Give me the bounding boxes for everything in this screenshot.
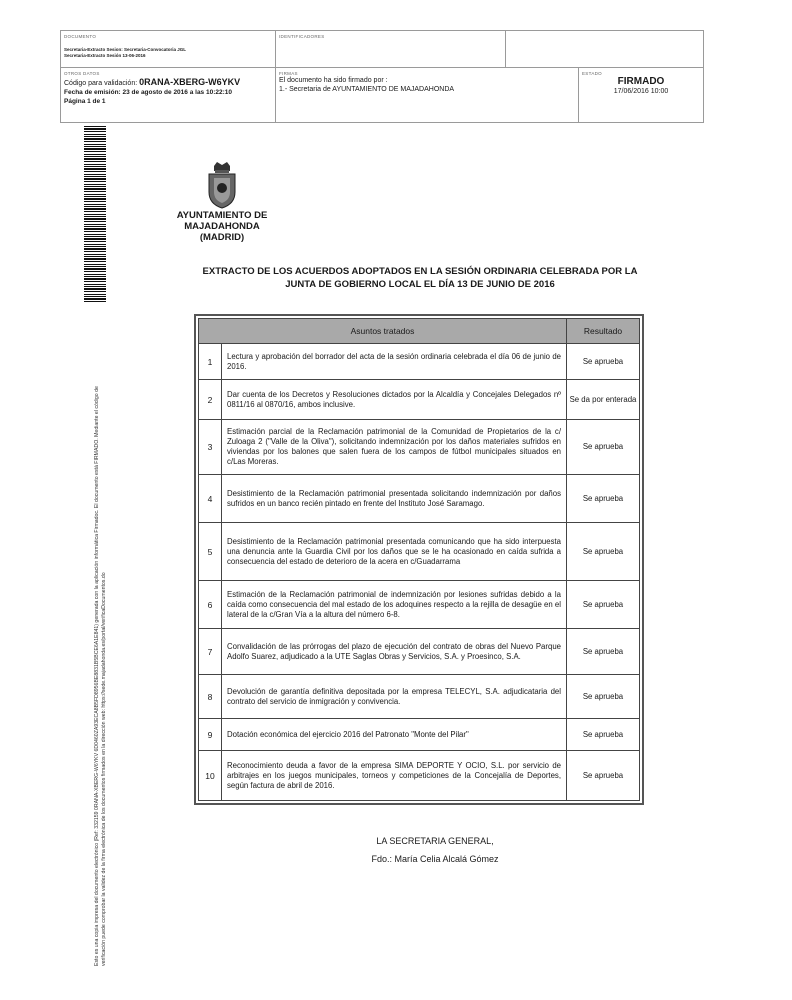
document-title [190,265,650,291]
title-line-1: EXTRACTO DE LOS ACUERDOS ADOPTADOS EN LA SESIÓN ORDINARIA CELEBRADA POR LA [202,266,638,277]
org-line-1: AYUNTAMIENTO DE [176,210,268,221]
row-text: Desistimiento de la Reclamación patrimonial presentada solicitando indemnización por daños sufridos en un banco recién pintado en frente del Instituto José Saramago. [222,475,567,523]
header-right-cell [505,30,704,68]
row-result: Se aprueba [567,719,640,751]
table-row [199,719,640,751]
firmante: 1.- Secretaria de AYUNTAMIENTO DE MAJADAHONDA [279,86,455,93]
codigo-value: 0RANA-XBERG-W6YKV [139,77,241,87]
organization-name [176,210,268,243]
firmado-por: El documento ha sido firmado por : [279,77,388,84]
row-number: 5 [199,523,222,581]
row-number: 6 [199,581,222,629]
row-text: Dotación económica del ejercicio 2016 del Patronato "Monte del Pilar" [222,719,567,751]
header-firmas-cell [275,67,579,123]
table-row [199,475,640,523]
table-row [199,629,640,675]
otros-datos-label: OTROS DATOS [64,71,100,76]
row-number: 1 [199,344,222,380]
documento-line-2: Secretaria-Extracto Sesión 13-06-2016 [64,53,146,58]
row-number: 3 [199,420,222,475]
row-result: Se aprueba [567,523,640,581]
table-row [199,751,640,801]
verification-sidebar [94,276,116,966]
row-number: 2 [199,380,222,420]
firmas-label: FIRMAS [279,71,298,76]
row-text: Desistimiento de la Reclamación patrimonial presentada comunicando que ha sido interpuesta una denuncia ante la Guardia Civil por los daños que se le ha ocasionado en caída sufrida a consecuencia del estado de deterioro de la acera en c/Guadarrama [222,523,567,581]
table-row [199,344,640,380]
table-row [199,380,640,420]
table-row [199,523,640,581]
row-text: Reconocimiento deuda a favor de la empresa SIMA DEPORTE Y OCIO, S.L. por servicio de arbitrajes en los juegos municipales, torneos y competiciones de la Concejalía de Deportes, según factura de abril de 2016. [222,751,567,801]
row-result: Se aprueba [567,675,640,719]
table-header-row [199,319,640,344]
row-text: Convalidación de las prórrogas del plazo de ejecución del contrato de obras del Nuevo Parque Adolfo Suarez, adjudicado a la UTE Saglas Obras y Servicios, S.A. y Proesinco, S.A. [222,629,567,675]
row-number: 10 [199,751,222,801]
row-number: 7 [199,629,222,675]
row-number: 4 [199,475,222,523]
row-text: Devolución de garantía definitiva depositada por la empresa TELECYL, S.A. adjudicataria del contrato del servicio de inmigración y convivencia. [222,675,567,719]
table-row [199,420,640,475]
signature-role: LA SECRETARIA GENERAL, [376,836,494,846]
agenda-table [198,318,640,801]
row-result: Se aprueba [567,420,640,475]
row-result: Se da por enterada [567,380,640,420]
estado-label: ESTADO [582,71,602,76]
row-text: Estimación de la Reclamación patrimonial de indemnización por lesiones sufridas debido a la caída como consecuencia del mal estado de los adoquines respecto a la rejilla de desagüe en el lateral de la c/Gran Vía a la altura del número 6-8. [222,581,567,629]
org-line-3: (MADRID) [199,232,245,243]
header-documento-cell [60,30,276,68]
fecha-emision: Fecha de emisión: 23 de agosto de 2016 a las 10:22:10 [64,89,232,96]
table-row [199,581,640,629]
row-result: Se aprueba [567,475,640,523]
header-identificadores-cell [275,30,506,68]
verification-line-1: Esto es una copia impresa del documento electrónico (Ref: 332159 0RANA-XBERG-W6YKV 6D0460ZA93ECA8B5FD8956BE8831B5BCE6A1E841) generada con la aplicación informática Firmadoc. El documento está FIRMADO. Mediante el código de [94,386,100,966]
row-text: Lectura y aprobación del borrador del acta de la sesión ordinaria celebrada el día 06 de junio de 2016. [222,344,567,380]
row-number: 8 [199,675,222,719]
codigo-label: Código para validación: [64,80,138,87]
row-number: 9 [199,719,222,751]
estado-value: FIRMADO [617,76,665,87]
row-text: Dar cuenta de los Decretos y Resoluciones dictados por la Alcaldía y Concejales Delegados nº 0811/16 al 0870/16, ambos inclusive. [222,380,567,420]
coat-of-arms-icon [206,162,238,210]
header-estado-cell [578,67,704,123]
verification-line-2: verificación puede comprobar la validez de la firma electrónica de los documentos firmados en la dirección web: https://sede.majadahonda.es/portal/verificaDocumentos.do [101,572,107,966]
row-text: Estimación parcial de la Reclamación patrimonial de la Comunidad de Propietarios de la c/ Zuloaga 2 ("Valle de la Oliva"), solicitando indemnización por los daños materiales sufridos en viviendas por los balones que salen fuera de los campos de fútbol municipales situados en c/Las Moreras. [222,420,567,475]
col-resultado-header: Resultado [567,319,640,344]
signature-name: Fdo.: María Celia Alcalá Gómez [371,854,499,864]
estado-fecha: 17/06/2016 10:00 [613,88,669,95]
documento-label: DOCUMENTO [64,34,97,39]
identificadores-label: IDENTIFICADORES [279,34,325,39]
row-result: Se aprueba [567,581,640,629]
title-line-2: JUNTA DE GOBIERNO LOCAL EL DÍA 13 DE JUNIO DE 2016 [285,279,555,290]
documento-line-1: Secretaria-Extracto Sesion: Secretaria-Convocatoria JGL [64,47,187,52]
pagina: Página 1 de 1 [64,98,106,105]
header-otros-datos-cell [60,67,276,123]
table-row [199,675,640,719]
codigo-validacion [64,78,272,88]
row-result: Se aprueba [567,344,640,380]
org-line-2: MAJADAHONDA [184,221,260,232]
col-asuntos-header: Asuntos tratados [199,319,567,344]
row-result: Se aprueba [567,629,640,675]
row-result: Se aprueba [567,751,640,801]
